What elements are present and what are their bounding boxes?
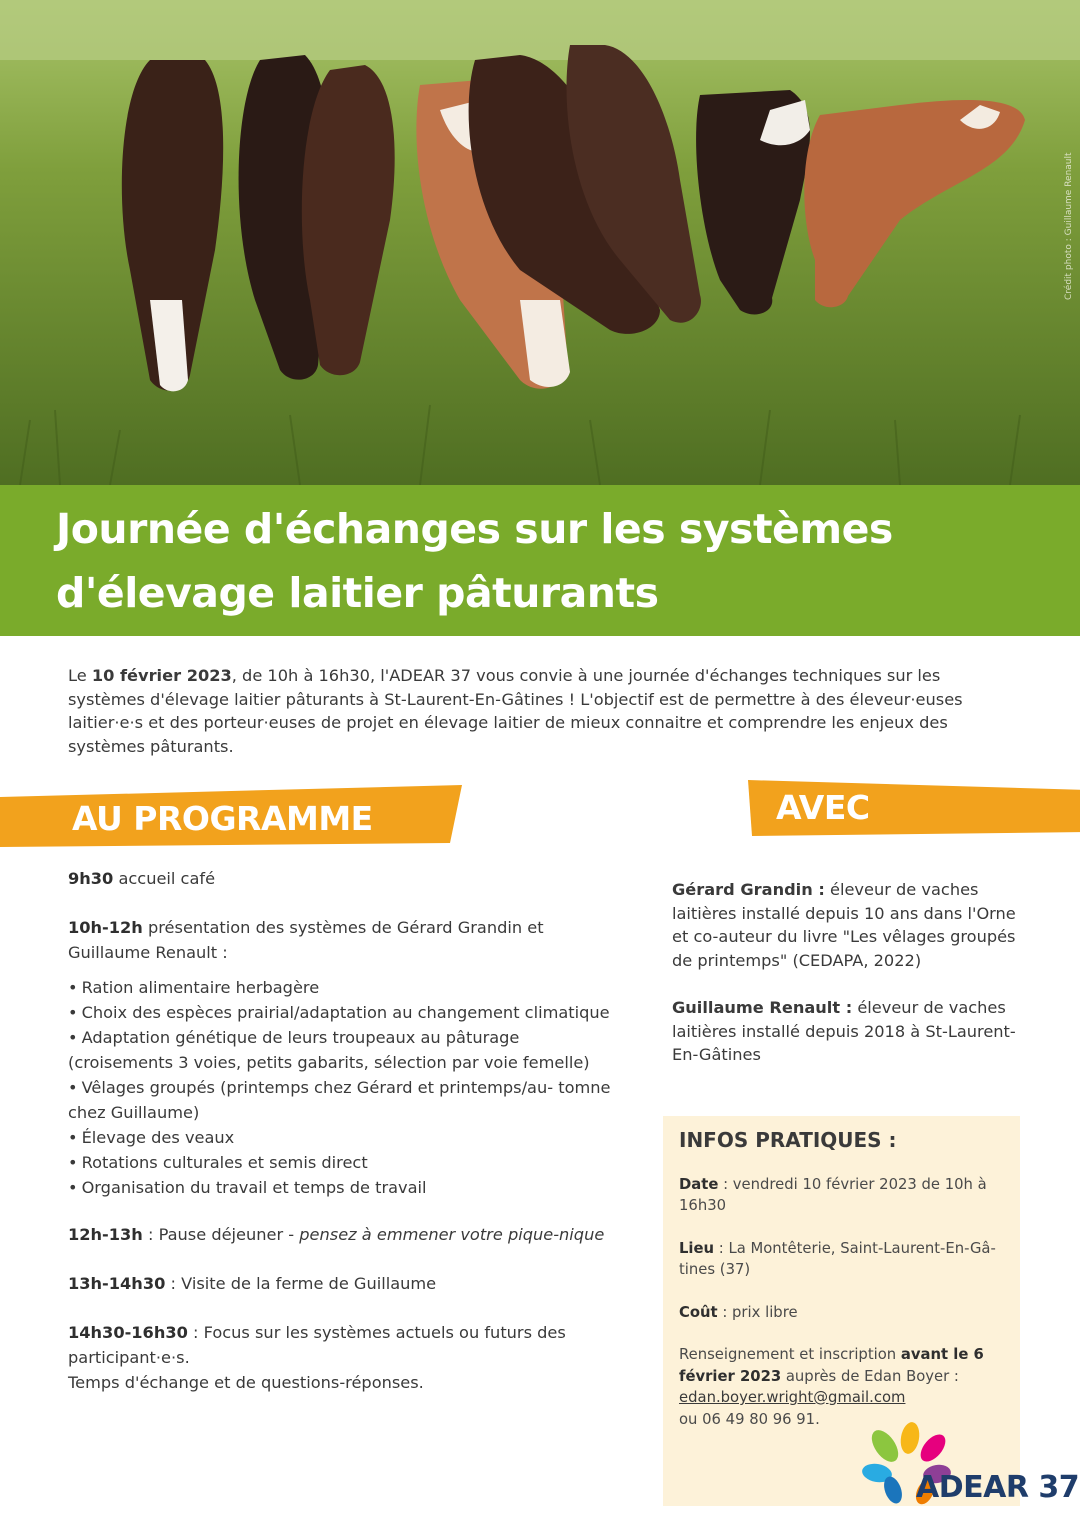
bullet-icon: •	[68, 1078, 78, 1097]
program-text: : Pause déjeuner -	[142, 1225, 300, 1244]
program-time: 13h-14h30	[68, 1274, 166, 1293]
program-time: 10h-12h	[68, 918, 143, 937]
list-item	[68, 1175, 628, 1200]
program-list	[68, 866, 628, 1419]
program-item	[68, 1222, 628, 1247]
infos-date	[679, 1174, 1009, 1217]
bullet-icon: •	[68, 1178, 78, 1197]
bullet-text: Vêlages groupés (printemps chez Gérard et printemps/au- tomne chez Guillaume)	[68, 1078, 611, 1122]
intro-paragraph	[68, 664, 1018, 758]
speaker-name: Guillaume Renault :	[672, 998, 853, 1017]
speaker	[672, 878, 1017, 972]
bullet-icon: •	[68, 1153, 78, 1172]
contact-phone: ou 06 49 80 96 91.	[679, 1410, 820, 1428]
infos-value: : vendredi 10 février 2023 de 10h à 16h30	[679, 1175, 987, 1214]
intro-before-date: Le	[68, 666, 92, 685]
bullet-text: Organisation du travail et temps de travail	[81, 1178, 427, 1197]
infos-label: Date	[679, 1175, 719, 1193]
email-link[interactable]: edan.boyer.wright@gmail.com	[679, 1389, 906, 1406]
contact-deadline: avant le 6 février 2023	[679, 1346, 984, 1385]
program-item	[68, 866, 628, 891]
grazing-cows-photo	[0, 0, 1080, 485]
list-item	[68, 975, 628, 1000]
program-heading: AU PROGRAMME	[72, 799, 373, 838]
speakers-list	[672, 878, 1017, 1091]
bullet-text: Ration alimentaire herbagère	[81, 978, 320, 997]
intro-text: , de 10h à 16h30, l'ADEAR 37 vous convie à une journée d'échanges techniques sur les systèmes d'élevage laitier pâturants à St-Laurent-En-Gâtines ! L'objectif est de permettre à des éleveur·euses laitier·e·s et des porteur·euses de projet en élevage laitier de mieux connaitre et comprendre les enjeux des systèmes pâturants.	[68, 666, 963, 756]
program-text: Temps d'échange et de questions-réponses.	[68, 1373, 424, 1392]
bullet-text: Élevage des veaux	[81, 1128, 235, 1147]
page-title	[56, 497, 893, 625]
program-text: : Focus sur les systèmes actuels ou futurs des participant·e·s.	[68, 1323, 566, 1367]
header-photo	[0, 0, 1080, 485]
program-text: accueil café	[113, 869, 216, 888]
infos-label: Coût	[679, 1303, 718, 1321]
bullet-icon: •	[68, 1128, 78, 1147]
title-line-1: Journée d'échanges sur les systèmes	[56, 505, 893, 553]
photo-credit: Crédit photo : Guillaume Renault	[1064, 152, 1074, 300]
list-item	[68, 1025, 628, 1075]
speaker-name: Gérard Grandin :	[672, 880, 825, 899]
infos-label: Lieu	[679, 1239, 715, 1257]
contact-text: auprès de Edan Boyer :	[781, 1367, 959, 1385]
program-text: : Visite de la ferme de Guillaume	[165, 1274, 437, 1293]
contact-text: Renseignement et inscription	[679, 1346, 901, 1363]
program-heading-ribbon	[0, 785, 465, 837]
avec-heading: AVEC	[776, 788, 870, 827]
bullet-icon: •	[68, 978, 78, 997]
program-item	[68, 915, 628, 965]
infos-value: : La Montêterie, Saint-Laurent-En-Gâ- tines (37)	[679, 1239, 996, 1278]
program-item	[68, 1320, 628, 1395]
avec-heading-ribbon	[748, 780, 1080, 832]
program-time: 12h-13h	[68, 1225, 143, 1244]
list-item	[68, 1075, 628, 1125]
list-item	[68, 1150, 628, 1175]
program-item	[68, 1271, 628, 1296]
bullet-text: Adaptation génétique de leurs troupeaux au pâturage (croisements 3 voies, petits gabarits, sélection par voie femelle)	[68, 1028, 590, 1072]
list-item	[68, 1125, 628, 1150]
infos-lieu	[679, 1238, 1009, 1281]
intro-date: 10 février 2023	[91, 666, 232, 685]
program-time: 9h30	[68, 869, 114, 888]
bullet-icon: •	[68, 1028, 78, 1047]
speaker	[672, 996, 1017, 1067]
logo-text: ADEAR 37	[916, 1470, 1080, 1505]
infos-value: : prix libre	[717, 1303, 798, 1321]
program-note: pensez à emmener votre pique-nique	[299, 1225, 605, 1244]
bullet-text: Rotations culturales et semis direct	[81, 1153, 368, 1172]
infos-heading: INFOS PRATIQUES :	[679, 1128, 897, 1152]
list-item	[68, 1000, 628, 1025]
program-time: 14h30-16h30	[68, 1323, 188, 1342]
bullet-icon: •	[68, 1003, 78, 1022]
infos-cout	[679, 1302, 1009, 1324]
speaker-description: éleveur de vaches laitières installé depuis 2018 à St-Laurent-En-Gâtines	[672, 998, 1016, 1064]
title-line-2: d'élevage laitier pâturants	[56, 569, 659, 617]
speaker-description: éleveur de vaches laitières installé depuis 10 ans dans l'Orne et co-auteur du livre "Les vêlages groupés de printemps" (CEDAPA, 2022)	[672, 880, 1016, 970]
program-bullets	[68, 975, 628, 1200]
program-text: présentation des systèmes de Gérard Grandin et Guillaume Renault :	[68, 918, 544, 962]
bullet-text: Choix des espèces prairial/adaptation au changement climatique	[81, 1003, 610, 1022]
